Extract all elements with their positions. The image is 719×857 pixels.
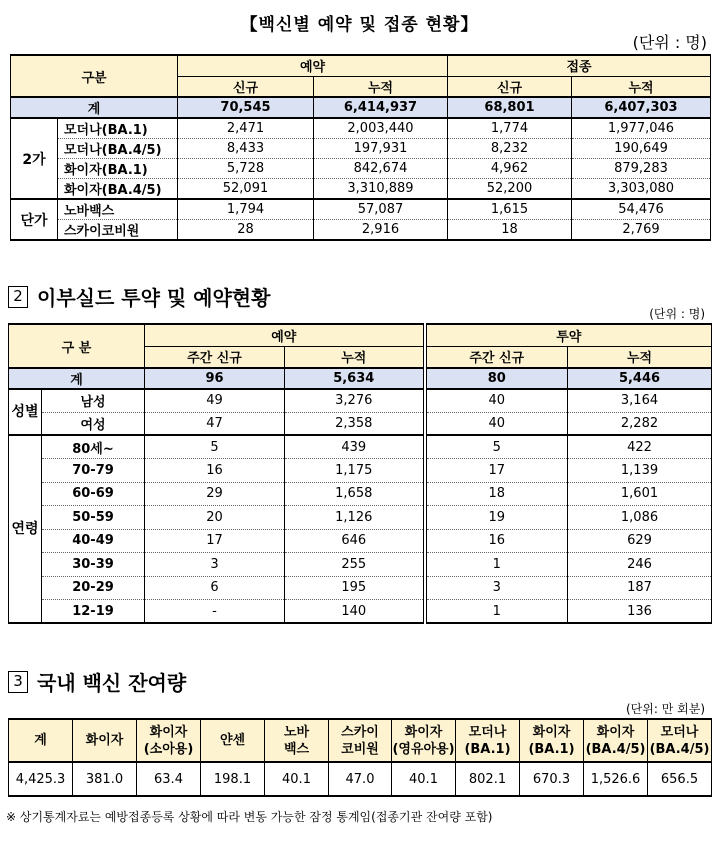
total-value: 80 <box>425 368 568 389</box>
age-value: 1,175 <box>285 459 425 483</box>
age-name: 30-39 <box>42 553 145 577</box>
age-value: 646 <box>285 529 425 553</box>
stock-header <box>648 719 712 762</box>
stock-header-text: (BA.4/5) <box>649 741 710 757</box>
age-value: 629 <box>568 529 712 553</box>
vaccine-value: 2,916 <box>314 220 448 241</box>
gender-value: 49 <box>145 389 285 412</box>
stock-header-text: 모더나 <box>468 724 507 740</box>
vaccine-row <box>11 220 711 241</box>
header-weekly-new: 주간 신규 <box>425 346 568 368</box>
age-value: 422 <box>568 435 712 459</box>
age-row <box>9 459 712 483</box>
age-value: 187 <box>568 576 712 600</box>
header-cumulative: 누적 <box>285 346 425 368</box>
section2-unit: (단위 : 명) <box>649 307 705 321</box>
stock-value: 4,425.3 <box>9 762 73 796</box>
stock-header-text: (BA.1) <box>528 741 575 757</box>
vaccine-value: 842,674 <box>314 159 448 179</box>
age-row <box>9 529 712 553</box>
vaccine-name: 모더나(BA.4/5) <box>58 139 178 159</box>
age-row <box>9 553 712 577</box>
total-label: 계 <box>11 97 178 118</box>
section3-number-icon: 3 <box>8 671 28 693</box>
header-new: 신규 <box>448 76 572 97</box>
vaccine-value: 18 <box>448 220 572 241</box>
stock-header <box>137 719 201 762</box>
age-value: 18 <box>425 482 568 506</box>
stock-header-text: 화이자 <box>85 733 124 748</box>
age-value: 5 <box>425 435 568 459</box>
stock-value: 40.1 <box>392 762 456 796</box>
section2-number-icon: 2 <box>8 286 28 308</box>
section3-unit: (단위: 만 회분) <box>626 702 705 716</box>
total-value: 5,634 <box>285 368 425 389</box>
age-value: 1,658 <box>285 482 425 506</box>
age-value: 140 <box>285 600 425 624</box>
stock-value: 198.1 <box>201 762 265 796</box>
age-name: 12-19 <box>42 600 145 624</box>
age-name: 60-69 <box>42 482 145 506</box>
stock-value: 1,526.6 <box>584 762 648 796</box>
header-category: 구분 <box>11 55 178 97</box>
total-value: 68,801 <box>448 97 572 118</box>
stock-header-text: 모더나 <box>660 724 699 740</box>
stock-header-text: 화이자 <box>404 724 443 740</box>
stock-header-text: 스카이 <box>341 724 379 740</box>
header-cumulative: 누적 <box>572 76 711 97</box>
stock-header <box>73 719 137 762</box>
stock-header <box>456 719 520 762</box>
gender-value: 2,282 <box>568 412 712 435</box>
age-value: 16 <box>425 529 568 553</box>
stock-header-text: (BA.1) <box>464 741 511 757</box>
total-value: 5,446 <box>568 368 712 389</box>
section1-title: 【백신별 예약 및 접종 현황】 <box>240 15 479 35</box>
stock-header <box>520 719 584 762</box>
header-row <box>9 324 712 346</box>
age-value: 1,601 <box>568 482 712 506</box>
vaccine-reservation-table <box>10 54 711 241</box>
total-label: 계 <box>9 368 145 389</box>
vaccine-value: 52,091 <box>178 179 314 200</box>
stock-value: 670.3 <box>520 762 584 796</box>
vaccine-stock-table <box>8 718 712 797</box>
stock-header-text: 화이자 <box>149 724 188 740</box>
vaccine-value: 2,769 <box>572 220 711 241</box>
section2-title <box>8 282 270 311</box>
header-reservation: 예약 <box>178 55 448 76</box>
age-row <box>9 600 712 624</box>
stock-header-text: 코비원 <box>341 741 379 757</box>
vaccine-name: 화이자(BA.4/5) <box>58 179 178 200</box>
values-row <box>9 762 712 796</box>
stock-value: 40.1 <box>265 762 329 796</box>
header-weekly-new: 주간 신규 <box>145 346 285 368</box>
vaccine-row <box>11 159 711 179</box>
section3-title <box>8 667 186 696</box>
vaccine-row <box>11 199 711 220</box>
age-value: 1 <box>425 553 568 577</box>
stock-header <box>392 719 456 762</box>
gender-name: 여성 <box>42 412 145 435</box>
vaccine-name: 모더나(BA.1) <box>58 118 178 139</box>
stock-header-text: (소아용) <box>143 741 194 757</box>
vaccine-row <box>11 118 711 139</box>
header-new: 신규 <box>178 76 314 97</box>
vaccine-value: 28 <box>178 220 314 241</box>
age-value: 195 <box>285 576 425 600</box>
age-value: 17 <box>145 529 285 553</box>
footnote: ※ 상기통계자료는 예방접종등록 상황에 따라 변동 가능한 잠정 통계임(접종기관 잔여량 포함) <box>6 810 493 824</box>
age-value: 3 <box>145 553 285 577</box>
header-cumulative: 누적 <box>314 76 448 97</box>
gender-value: 40 <box>425 412 568 435</box>
age-value: 1,126 <box>285 506 425 530</box>
vaccine-name: 스카이코비원 <box>58 220 178 241</box>
stock-header <box>265 719 329 762</box>
age-name: 70-79 <box>42 459 145 483</box>
group-label: 2가 <box>11 118 58 199</box>
gender-value: 3,164 <box>568 389 712 412</box>
vaccine-value: 1,794 <box>178 199 314 220</box>
header-cumulative: 누적 <box>568 346 712 368</box>
age-value: 5 <box>145 435 285 459</box>
total-row <box>9 368 712 389</box>
stock-value: 47.0 <box>329 762 392 796</box>
age-value: 439 <box>285 435 425 459</box>
stock-header-text: (영유아용) <box>392 741 455 757</box>
header-row <box>11 55 711 76</box>
stock-header <box>329 719 392 762</box>
gender-name: 남성 <box>42 389 145 412</box>
gender-value: 2,358 <box>285 412 425 435</box>
age-value: 1,139 <box>568 459 712 483</box>
stock-header-text: 백스 <box>283 741 310 757</box>
total-value: 6,414,937 <box>314 97 448 118</box>
vaccine-value: 3,310,889 <box>314 179 448 200</box>
gender-value: 47 <box>145 412 285 435</box>
vaccine-row <box>11 139 711 159</box>
stock-header-text: 화이자 <box>596 724 635 740</box>
age-value: 1,086 <box>568 506 712 530</box>
vaccine-value: 8,433 <box>178 139 314 159</box>
age-value: 16 <box>145 459 285 483</box>
vaccine-value: 3,303,080 <box>572 179 711 200</box>
gender-value: 3,276 <box>285 389 425 412</box>
gender-group-label: 성별 <box>9 389 42 435</box>
age-value: - <box>145 600 285 624</box>
total-value: 6,407,303 <box>572 97 711 118</box>
vaccine-value: 879,283 <box>572 159 711 179</box>
age-value: 1 <box>425 600 568 624</box>
stock-header <box>9 719 73 762</box>
stock-header-text: 화이자 <box>532 724 571 740</box>
section3-title-text: 국내 백신 잔여량 <box>37 671 187 695</box>
vaccine-value: 8,232 <box>448 139 572 159</box>
age-value: 136 <box>568 600 712 624</box>
age-name: 50-59 <box>42 506 145 530</box>
vaccine-value: 52,200 <box>448 179 572 200</box>
stock-header-text: 노바 <box>283 724 310 740</box>
age-name: 80세~ <box>42 435 145 459</box>
age-value: 6 <box>145 576 285 600</box>
age-value: 3 <box>425 576 568 600</box>
vaccine-value: 190,649 <box>572 139 711 159</box>
vaccine-value: 57,087 <box>314 199 448 220</box>
gender-row <box>9 389 712 412</box>
vaccine-value: 1,774 <box>448 118 572 139</box>
stock-header-text: 얀센 <box>219 733 246 748</box>
age-row <box>9 506 712 530</box>
vaccine-value: 5,728 <box>178 159 314 179</box>
evusheld-table <box>8 323 712 624</box>
stock-value: 381.0 <box>73 762 137 796</box>
gender-value: 40 <box>425 389 568 412</box>
age-value: 19 <box>425 506 568 530</box>
section1-unit: (단위 : 명) <box>632 33 707 52</box>
total-value: 70,545 <box>178 97 314 118</box>
vaccine-value: 4,962 <box>448 159 572 179</box>
vaccine-name: 노바백스 <box>58 199 178 220</box>
age-value: 246 <box>568 553 712 577</box>
stock-header <box>201 719 265 762</box>
header-vaccination: 접종 <box>448 55 711 76</box>
stock-header <box>584 719 648 762</box>
vaccine-row <box>11 179 711 200</box>
gender-row <box>9 412 712 435</box>
group-label: 단가 <box>11 199 58 240</box>
stock-header-text: 계 <box>34 733 47 748</box>
vaccine-value: 197,931 <box>314 139 448 159</box>
header-category: 구 분 <box>9 324 145 368</box>
stock-header-text: (BA.4/5) <box>585 741 646 757</box>
vaccine-value: 54,476 <box>572 199 711 220</box>
stock-value: 656.5 <box>648 762 712 796</box>
vaccine-value: 1,977,046 <box>572 118 711 139</box>
age-name: 20-29 <box>42 576 145 600</box>
age-value: 17 <box>425 459 568 483</box>
age-group-label: 연령 <box>9 435 42 623</box>
stock-value: 802.1 <box>456 762 520 796</box>
age-value: 255 <box>285 553 425 577</box>
vaccine-value: 2,471 <box>178 118 314 139</box>
age-name: 40-49 <box>42 529 145 553</box>
total-value: 96 <box>145 368 285 389</box>
header-reservation: 예약 <box>145 324 425 346</box>
age-row <box>9 482 712 506</box>
age-value: 29 <box>145 482 285 506</box>
age-row <box>9 435 712 459</box>
vaccine-value: 2,003,440 <box>314 118 448 139</box>
header-dosing: 투약 <box>425 324 712 346</box>
total-row <box>11 97 711 118</box>
age-row <box>9 576 712 600</box>
age-value: 20 <box>145 506 285 530</box>
section2-title-text: 이부실드 투약 및 예약현황 <box>37 286 271 310</box>
vaccine-name: 화이자(BA.1) <box>58 159 178 179</box>
stock-value: 63.4 <box>137 762 201 796</box>
header-row <box>9 719 712 762</box>
vaccine-value: 1,615 <box>448 199 572 220</box>
